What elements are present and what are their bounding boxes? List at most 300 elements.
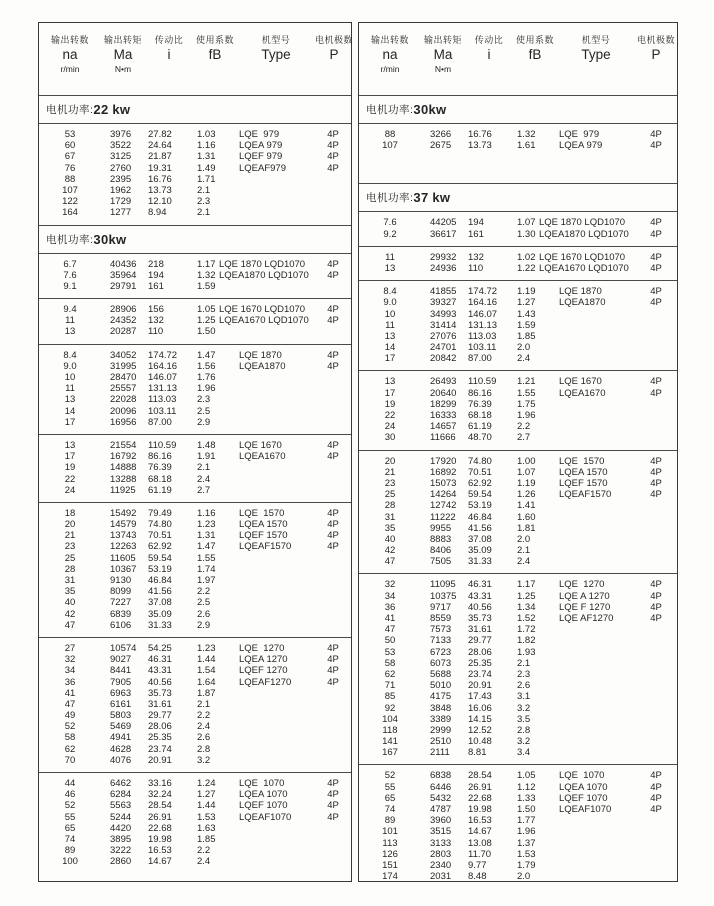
- cell-service-factor: 1.91: [197, 451, 216, 463]
- cell-ratio: 16.53: [148, 845, 172, 857]
- table-row: [359, 849, 677, 860]
- table-row: [39, 710, 351, 721]
- cell-output-speed: 34: [64, 665, 76, 677]
- cell-type: [557, 849, 635, 860]
- cell-poles: [315, 553, 351, 564]
- header-unit: N•m: [114, 64, 132, 75]
- cell-service-factor: 2.3: [197, 196, 211, 208]
- cell-output-torque: 13288: [110, 473, 137, 485]
- cell-poles: [315, 185, 351, 196]
- cell-poles: [315, 710, 351, 721]
- cell-type: [557, 647, 635, 658]
- cell-output-torque: 26493: [430, 376, 457, 388]
- cell-ratio: 76.39: [468, 398, 492, 410]
- cell-type: [237, 485, 315, 496]
- cell-service-factor: 1.85: [197, 833, 216, 845]
- cell-output-speed: 104: [382, 713, 398, 725]
- table-row: [359, 512, 677, 523]
- cell-output-torque: 8441: [110, 665, 132, 677]
- cell-type: [237, 586, 315, 597]
- cell-service-factor: 1.21: [517, 376, 536, 388]
- cell-service-factor: 1.59: [197, 280, 216, 292]
- cell-output-torque: 10574: [110, 642, 137, 654]
- cell-type: LQEF 1270: [239, 665, 288, 677]
- cell-type: [237, 394, 315, 405]
- cell-output-speed: 53: [384, 646, 396, 658]
- cell-output-speed: 34: [384, 590, 396, 602]
- cell-output-torque: 24352: [110, 315, 137, 327]
- cell-output-speed: 10: [64, 372, 76, 383]
- power-section-label: 电机功率:: [46, 104, 94, 116]
- power-section-title: [39, 96, 351, 124]
- cell-output-torque: 28470: [110, 372, 137, 383]
- cell-type: [557, 635, 635, 646]
- cell-type: [557, 421, 635, 432]
- table-row: [39, 677, 351, 688]
- cell-service-factor: 1.60: [517, 511, 536, 523]
- cell-poles: [315, 755, 351, 766]
- cell-output-speed: 47: [64, 619, 76, 631]
- cell-output-speed: 17: [64, 451, 76, 463]
- cell-output-speed: 7.6: [63, 269, 77, 281]
- cell-output-speed: 11: [385, 251, 395, 263]
- cell-type: [237, 372, 315, 383]
- cell-service-factor: 1.56: [197, 360, 216, 372]
- cell-poles: [315, 281, 351, 292]
- header-label: 输出转数: [370, 35, 409, 45]
- cell-service-factor: 1.93: [517, 646, 536, 658]
- spec-block: [359, 574, 677, 765]
- power-section-title: [39, 226, 351, 254]
- cell-output-torque: 6723: [430, 646, 452, 658]
- cell-ratio: 16.76: [148, 173, 172, 185]
- cell-type: LQEF 1070: [239, 800, 288, 812]
- cell-type: LQEA 1570: [239, 519, 288, 531]
- cell-poles: 4P: [327, 507, 339, 519]
- cell-service-factor: 2.2: [517, 421, 531, 433]
- header-symbol: Ma: [433, 47, 453, 63]
- cell-output-speed: 47: [64, 698, 76, 710]
- cell-type: LQE 1570: [559, 455, 605, 467]
- cell-output-speed: 9.4: [63, 304, 77, 316]
- cell-output-torque: 13743: [110, 530, 137, 542]
- cell-ratio: 26.91: [468, 781, 492, 793]
- cell-type: [557, 309, 635, 320]
- cell-poles: [635, 725, 677, 736]
- cell-ratio: 16.06: [468, 702, 492, 714]
- cell-poles: [635, 691, 677, 702]
- cell-service-factor: 1.43: [517, 308, 536, 320]
- cell-service-factor: 1.07: [517, 217, 536, 229]
- table-row: [39, 151, 351, 162]
- cell-ratio: 27.82: [148, 129, 172, 140]
- cell-service-factor: 2.1: [197, 207, 211, 219]
- cell-output-speed: 9.0: [63, 360, 77, 372]
- cell-output-speed: 58: [384, 657, 396, 669]
- cell-poles: [635, 523, 677, 534]
- header-col-poles: [635, 35, 677, 64]
- cell-output-torque: 18299: [430, 398, 457, 410]
- cell-poles: [635, 320, 677, 331]
- cell-service-factor: 1.55: [517, 387, 536, 399]
- cell-type: [557, 714, 635, 725]
- cell-poles: [635, 512, 677, 523]
- cell-ratio: 87.00: [468, 353, 492, 365]
- cell-service-factor: 1.17: [197, 258, 216, 270]
- cell-poles: 4P: [327, 654, 339, 666]
- table-row: [359, 399, 677, 410]
- cell-type: [237, 609, 315, 620]
- cell-ratio: 40.56: [148, 676, 172, 688]
- cell-output-speed: 11: [65, 315, 75, 327]
- cell-output-torque: 5563: [110, 800, 132, 812]
- cell-output-speed: 151: [382, 859, 398, 871]
- cell-output-speed: 21: [64, 530, 76, 542]
- header-symbol: i: [487, 47, 491, 63]
- table-row: [39, 196, 351, 207]
- cell-type: LQEF 1070: [559, 792, 608, 804]
- table-row: [359, 703, 677, 714]
- cell-poles: 4P: [650, 286, 662, 298]
- cell-ratio: 9.77: [468, 859, 487, 871]
- cell-service-factor: 1.16: [197, 507, 216, 519]
- cell-ratio: 31.61: [148, 698, 172, 710]
- cell-output-speed: 88: [64, 173, 76, 185]
- cell-service-factor: 1.52: [517, 613, 536, 624]
- cell-service-factor: 1.72: [517, 624, 536, 636]
- cell-type: [557, 826, 635, 837]
- cell-output-speed: 50: [384, 635, 396, 647]
- cell-poles: 4P: [650, 613, 662, 624]
- cell-output-torque: 6838: [430, 770, 452, 782]
- cell-type: [557, 399, 635, 410]
- cell-ratio: 86.16: [148, 451, 172, 463]
- cell-service-factor: 1.47: [197, 349, 216, 361]
- cell-output-speed: 6.7: [63, 258, 77, 270]
- cell-ratio: 35.73: [148, 687, 172, 699]
- cell-output-torque: 16956: [110, 416, 137, 428]
- cell-poles: [315, 406, 351, 417]
- table-row: [39, 474, 351, 485]
- cell-output-speed: 141: [382, 736, 398, 748]
- cell-service-factor: 2.2: [197, 845, 211, 857]
- table-row: [39, 654, 351, 665]
- cell-service-factor: 1.97: [197, 575, 216, 586]
- cell-output-speed: 36: [384, 601, 396, 613]
- cell-type: [237, 174, 315, 185]
- cell-ratio: 74.80: [148, 519, 172, 531]
- spec-block: [359, 212, 677, 246]
- cell-output-speed: 9.0: [383, 297, 397, 309]
- cell-type: LQEF 1570: [559, 477, 608, 489]
- cell-output-torque: 34052: [110, 349, 137, 361]
- cell-output-speed: 122: [62, 196, 78, 208]
- cell-output-speed: 14: [384, 342, 396, 354]
- cell-output-torque: 6161: [110, 698, 132, 710]
- cell-poles: 4P: [650, 601, 662, 613]
- table-row: [359, 680, 677, 691]
- cell-service-factor: 1.85: [517, 330, 536, 342]
- spec-block: [359, 371, 677, 450]
- spec-block: [359, 765, 677, 888]
- cell-service-factor: 1.34: [517, 601, 536, 613]
- cell-type: LQEAF1070: [559, 804, 612, 815]
- cell-type: LQEA 979: [239, 140, 283, 152]
- table-row: [359, 545, 677, 556]
- cell-ratio: 41.56: [148, 586, 172, 598]
- cell-output-torque: 6446: [430, 781, 452, 793]
- cell-output-torque: 2111: [430, 747, 450, 759]
- cell-service-factor: 1.37: [517, 837, 536, 849]
- cell-output-speed: 13: [384, 330, 396, 342]
- cell-poles: 4P: [327, 349, 339, 361]
- header-label: 机型号: [581, 35, 611, 45]
- cell-type: LQEAF1570: [559, 489, 612, 501]
- cell-poles: 4P: [327, 541, 339, 553]
- header-unit: r/min: [380, 64, 400, 75]
- cell-output-speed: 17: [384, 387, 396, 399]
- cell-type: LQE 1870 LQD1070: [539, 217, 626, 229]
- table-row: [39, 383, 351, 394]
- table-body: [359, 96, 677, 888]
- table-row: [359, 591, 677, 602]
- cell-ratio: 16.76: [468, 129, 492, 140]
- table-row: [39, 326, 351, 337]
- cell-poles: [635, 624, 677, 635]
- table-row: [359, 556, 677, 567]
- cell-service-factor: 1.19: [517, 286, 536, 298]
- header-col-output-speed: [39, 35, 101, 75]
- header-symbol: P: [651, 47, 661, 63]
- cell-poles: 4P: [327, 530, 339, 542]
- cell-poles: [315, 417, 351, 428]
- cell-output-speed: 58: [64, 732, 76, 744]
- cell-output-torque: 6963: [110, 687, 132, 699]
- table-row: [359, 421, 677, 432]
- cell-output-torque: 7905: [110, 676, 132, 688]
- cell-poles: [635, 680, 677, 691]
- cell-output-speed: 24: [64, 484, 76, 496]
- cell-service-factor: 1.22: [517, 262, 536, 274]
- cell-ratio: 10.48: [468, 736, 492, 748]
- cell-output-speed: 101: [382, 826, 398, 838]
- table-row: [39, 812, 351, 823]
- cell-output-speed: 13: [64, 394, 76, 406]
- cell-ratio: 25.35: [468, 657, 492, 669]
- cell-service-factor: 1.48: [197, 439, 216, 451]
- table-row: [359, 388, 677, 399]
- cell-type: LQE 979: [239, 129, 280, 140]
- spec-block: [39, 345, 351, 435]
- table-row: [359, 804, 677, 815]
- table-row: [359, 793, 677, 804]
- cell-output-torque: 14888: [110, 462, 137, 474]
- cell-output-torque: 5469: [110, 721, 132, 733]
- cell-output-torque: 44205: [430, 217, 457, 229]
- cell-output-speed: 35: [64, 586, 76, 598]
- cell-poles: 4P: [327, 162, 339, 174]
- cell-output-torque: 2999: [430, 724, 452, 736]
- cell-poles: [315, 845, 351, 856]
- cell-service-factor: 1.47: [197, 541, 216, 553]
- cell-poles: [315, 196, 351, 207]
- cell-poles: [635, 534, 677, 545]
- cell-output-torque: 15492: [110, 507, 137, 519]
- cell-poles: 4P: [327, 789, 339, 801]
- cell-ratio: 20.91: [148, 754, 172, 766]
- cell-output-torque: 2510: [430, 736, 452, 748]
- cell-output-speed: 42: [384, 545, 396, 557]
- cell-output-speed: 65: [384, 792, 396, 804]
- cell-output-torque: 8559: [430, 613, 452, 624]
- cell-output-speed: 41: [64, 687, 76, 699]
- power-section-label: 电机功率:: [366, 104, 414, 116]
- cell-ratio: 23.74: [468, 668, 492, 680]
- cell-output-torque: 8406: [430, 545, 452, 557]
- cell-ratio: 22.68: [468, 792, 492, 804]
- cell-service-factor: 1.64: [197, 676, 216, 688]
- cell-output-torque: 7505: [430, 556, 452, 568]
- cell-output-torque: 4175: [430, 691, 452, 703]
- cell-poles: 4P: [327, 676, 339, 688]
- cell-output-torque: 40436: [110, 258, 137, 270]
- header-symbol: Type: [261, 47, 291, 63]
- cell-output-torque: 4420: [110, 822, 132, 834]
- cell-poles: 4P: [650, 804, 662, 815]
- cell-ratio: 62.92: [468, 477, 492, 489]
- cell-service-factor: 2.4: [517, 353, 531, 365]
- cell-output-torque: 24701: [430, 342, 457, 354]
- cell-type: [237, 383, 315, 394]
- cell-type: LQEA 1270: [239, 654, 288, 666]
- header-label: 机型号: [261, 35, 291, 45]
- spec-block: [39, 773, 351, 881]
- cell-poles: [315, 620, 351, 631]
- cell-type: LQE 1570: [239, 507, 285, 519]
- cell-type: [557, 331, 635, 342]
- cell-type: [557, 556, 635, 567]
- table-row: [359, 691, 677, 702]
- cell-output-speed: 10: [384, 308, 396, 320]
- cell-poles: [635, 331, 677, 342]
- table-row: [39, 372, 351, 383]
- cell-type: [557, 523, 635, 534]
- cell-ratio: 22.68: [148, 822, 172, 834]
- cell-service-factor: 1.19: [517, 477, 536, 489]
- header-label: 电机极数: [315, 35, 354, 45]
- cell-service-factor: 1.74: [197, 563, 216, 575]
- cell-type: [557, 534, 635, 545]
- cell-poles: 4P: [650, 770, 662, 782]
- cell-ratio: 21.87: [148, 151, 172, 163]
- table-row: [359, 467, 677, 478]
- cell-output-speed: 11: [65, 383, 75, 395]
- cell-type: [237, 620, 315, 631]
- cell-ratio: 53.19: [148, 563, 172, 575]
- cell-poles: [315, 732, 351, 743]
- cell-type: [557, 500, 635, 511]
- power-section-value: 30kw: [93, 231, 127, 247]
- cell-output-torque: 10367: [110, 563, 137, 575]
- table-row: [39, 304, 351, 315]
- cell-output-torque: 16333: [430, 410, 457, 421]
- cell-poles: [635, 399, 677, 410]
- table-row: [39, 185, 351, 196]
- cell-ratio: 59.54: [468, 489, 492, 501]
- cell-output-speed: 31: [384, 511, 396, 523]
- cell-poles: 4P: [327, 360, 339, 372]
- spec-block: [359, 247, 677, 281]
- table-row: [39, 270, 351, 281]
- cell-service-factor: 1.05: [197, 304, 216, 316]
- table-row: [359, 229, 677, 240]
- cell-output-torque: 11095: [430, 579, 456, 591]
- cell-output-speed: 49: [64, 710, 76, 722]
- cell-service-factor: 2.0: [517, 871, 531, 883]
- cell-output-torque: 14579: [110, 519, 137, 531]
- cell-service-factor: 1.27: [197, 789, 216, 801]
- cell-type: [557, 838, 635, 849]
- cell-service-factor: 1.76: [197, 372, 216, 383]
- cell-ratio: 110.59: [468, 376, 497, 388]
- cell-poles: 4P: [327, 269, 339, 281]
- cell-ratio: 103.11: [148, 405, 177, 417]
- cell-type: LQE F 1270: [559, 601, 611, 613]
- cell-poles: 4P: [327, 811, 339, 823]
- table-row: [359, 579, 677, 590]
- cell-ratio: 20.91: [468, 680, 492, 692]
- cell-service-factor: 1.96: [517, 410, 536, 421]
- cell-poles: [635, 860, 677, 871]
- table-row: [359, 815, 677, 826]
- cell-ratio: 131.13: [468, 319, 498, 331]
- cell-service-factor: 2.9: [197, 619, 211, 631]
- cell-ratio: 14.15: [468, 713, 492, 725]
- header-symbol: i: [167, 47, 171, 63]
- cell-type: [557, 432, 635, 443]
- cell-output-speed: 13: [384, 262, 396, 274]
- cell-type: [237, 326, 315, 337]
- cell-type: LQEA 979: [559, 140, 603, 152]
- table-row: [359, 602, 677, 613]
- table-row: [39, 609, 351, 620]
- cell-poles: [315, 597, 351, 608]
- table-row: [359, 129, 677, 140]
- cell-service-factor: 1.87: [197, 687, 216, 699]
- header-symbol: Type: [581, 47, 611, 63]
- cell-ratio: 13.73: [148, 184, 172, 196]
- cell-type: [557, 871, 635, 882]
- cell-type: LQEAF979: [239, 162, 286, 174]
- cell-service-factor: 2.9: [197, 416, 211, 428]
- cell-output-torque: 31995: [110, 360, 137, 372]
- cell-output-torque: 11605: [110, 552, 136, 564]
- cell-output-torque: 4076: [110, 754, 132, 766]
- cell-output-torque: 31414: [430, 319, 457, 331]
- cell-poles: 4P: [650, 140, 662, 152]
- cell-output-speed: 113: [382, 837, 398, 849]
- spec-block: [39, 638, 351, 773]
- header-unit: N•m: [434, 64, 452, 75]
- cell-output-speed: 65: [64, 822, 76, 834]
- cell-output-speed: 8.4: [63, 349, 77, 361]
- cell-ratio: 40.56: [468, 601, 492, 613]
- cell-ratio: 161: [468, 228, 484, 240]
- cell-output-speed: 9.1: [63, 280, 77, 292]
- header-col-poles: [315, 35, 353, 64]
- cell-ratio: 132: [148, 315, 164, 327]
- cell-output-speed: 25: [64, 552, 76, 564]
